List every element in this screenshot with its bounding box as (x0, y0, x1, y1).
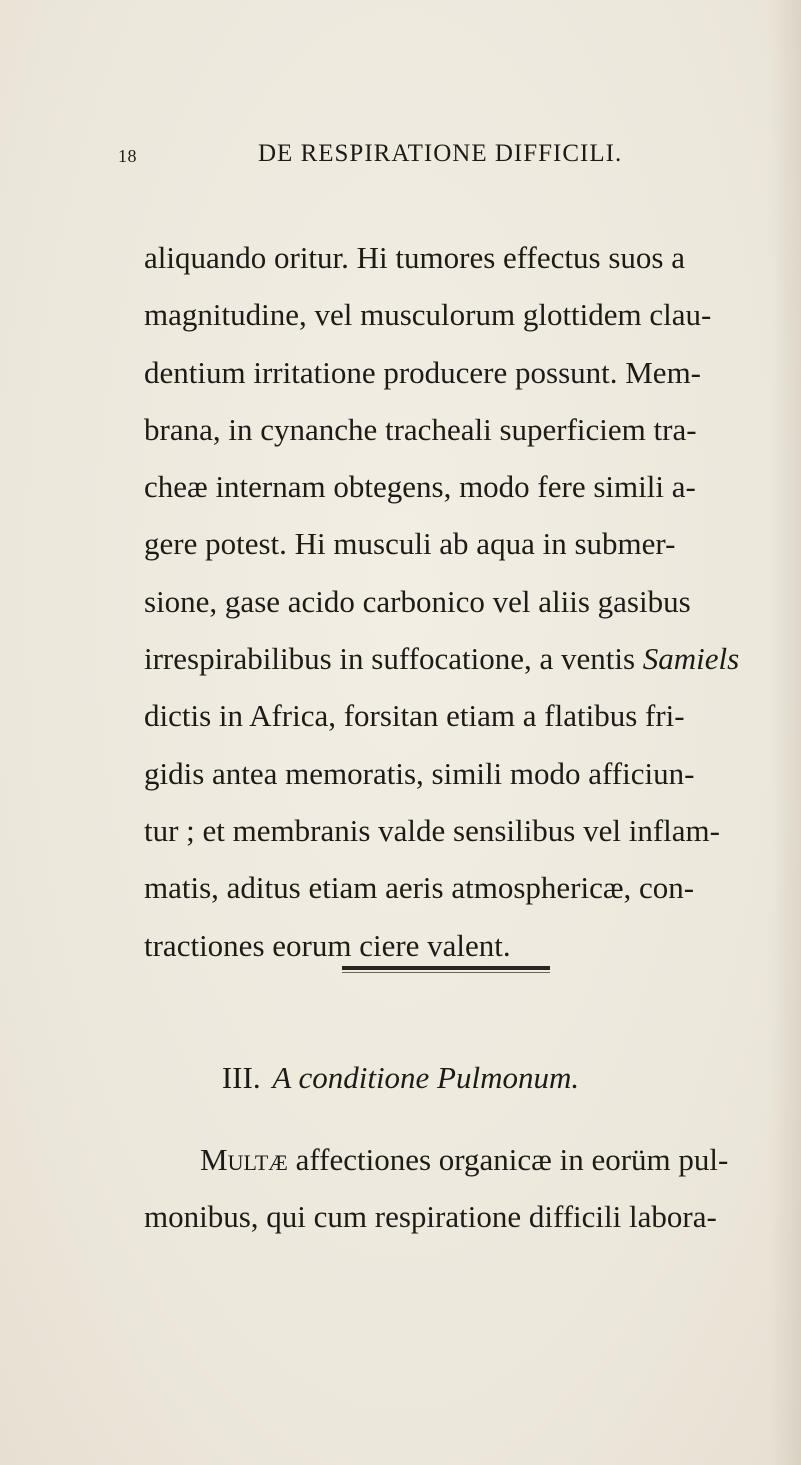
page-number: 18 (118, 146, 137, 166)
text-line: brana, in cynanche tracheali superficiem tra- (144, 411, 697, 447)
text-line: dictis in Africa, forsitan etiam a flatibus fri- (144, 698, 685, 734)
text-line: matis, aditus etiam aeris atmosphericæ, con- (144, 870, 695, 906)
text-line: tur ; et membranis valde sensilibus vel inflam- (144, 812, 720, 848)
text-line-rest: affectiones organicæ in eorüm pul- (287, 1142, 729, 1177)
text-line: magnitudine, vel musculorum glottidem clau- (144, 297, 712, 333)
text-line: dentium irritatione producere possunt. Mem- (144, 354, 702, 390)
text-line: monibus, qui cum respiratione difficili labora- (144, 1199, 717, 1235)
italic-term: Samiels (642, 641, 740, 677)
section-heading (0, 1060, 801, 1096)
text-line: gere potest. Hi musculi ab aqua in submer- (144, 526, 676, 562)
running-head-title: DE RESPIRATIONE DIFFICILI. (258, 140, 623, 167)
section-divider-rule (342, 966, 550, 970)
body-paragraph (144, 229, 740, 974)
text-line: aliquando oritur. Hi tumores effectus suos a (144, 240, 685, 275)
running-head (118, 140, 718, 180)
initial-word: Multæ (200, 1142, 288, 1177)
text-line: sione, gase acido carbonico vel aliis gasibus (144, 583, 691, 619)
text-line: tractiones eorum ciere valent. (144, 927, 511, 963)
text-line-start: irrespirabilibus in suffocatione, a ventis (144, 641, 643, 677)
text-line (144, 630, 740, 687)
section-paragraph (144, 1131, 729, 1246)
section-title: A conditione Pulmonum. (272, 1060, 580, 1095)
text-line (200, 1131, 729, 1188)
text-line: cheæ internam obtegens, modo fere simili a- (144, 469, 696, 505)
text-line: gidis antea memoratis, simili modo afficiun- (144, 755, 695, 791)
section-number: III. (221, 1060, 261, 1095)
